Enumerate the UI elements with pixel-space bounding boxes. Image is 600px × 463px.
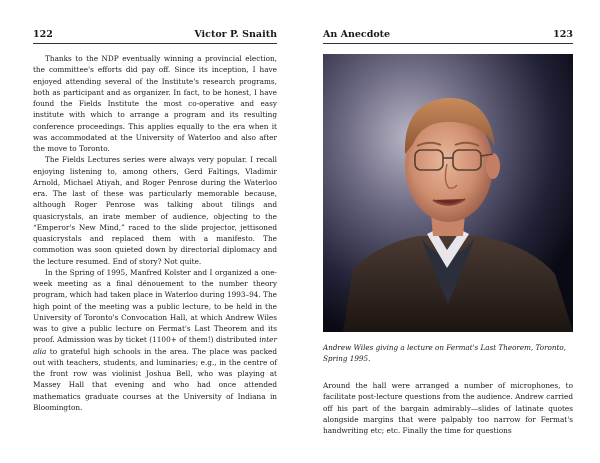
photo-caption: Andrew Wiles giving a lecture on Fermat's Last Theorem, Toronto, Spring 1995. bbox=[323, 343, 566, 363]
inter-alia-italic: inter alia bbox=[33, 335, 277, 356]
right-running-title: An Anecdote bbox=[323, 29, 391, 40]
left-running-title: Victor P. Snaith bbox=[194, 29, 277, 40]
left-running-head bbox=[33, 28, 277, 42]
lecturer-photo bbox=[323, 54, 573, 332]
right-header-rule bbox=[323, 43, 573, 44]
paragraph-2: The Fields Lectures series were always very popular. I recall enjoying listening to, among others, Gerd Faltings, Vladimir Arnold, Michael Atiyah, and Roger Penrose during the Waterloo era. The last of these was particularly memorable because, although Roger Penrose was talking about tilings and quasicrystals, an irate member of audience, objecting to the “Emperor's New Mind,” raced to the slide projector, jettisoned quasicrystals and replaced them with a manifesto. The commotion was soon quieted down by directorial diplomacy and the lecture resumed. End of story? Not quite. bbox=[33, 155, 277, 266]
left-body-text bbox=[33, 53, 277, 413]
paragraph-3-part-1: In the Spring of 1995, Manfred Kolster and I organized a one-week meeting as a final dénouement to the number theory program, which had taken place in Waterloo during 1993–94. The high point of the meeting was a public lecture, to be held in the University of Toronto's Convocation Hall, at which Andrew Wiles was to give a public lecture on Fermat's Last Theorem and its proof. Admission was by ticket (1100+ of them!) distributed bbox=[33, 267, 277, 345]
left-header-rule bbox=[33, 43, 277, 44]
paragraph-3-part-2: to grateful high schools in the area. The place was packed out with teachers, students, and luminaries; e.g., in the centre of the front row was violinist Joshua Bell, who was playing at Massey Hall that evening and who had once attended mathematics graduate courses at the University of Indiana in Bloomington. bbox=[33, 346, 277, 412]
right-page-number: 123 bbox=[553, 29, 573, 40]
right-paragraph: Around the hall were arranged a number of microphones, to facilitate post-lecture questions from the audience. Andrew carried off his part of the bargain admirably—slides of latinate quotes alongside margins that were palpably too narrow for Fermat's handwriting etc; etc. Finally the time for questions bbox=[323, 381, 573, 436]
right-page bbox=[300, 0, 600, 463]
left-page-number: 122 bbox=[33, 29, 53, 40]
right-running-head bbox=[323, 28, 573, 42]
paragraph-3 bbox=[33, 267, 277, 413]
paragraph-1: Thanks to the NDP eventually winning a provincial election, the committee's efforts did pay off. Since its inception, I have enjoyed attending several of the Institute's research programs, both as participant and as organizer. In fact, to be honest, I have found the Fields Institute the most co-operative and easy institute with which to arrange a program and its resulting conference proceedings. This applies equally to the era when it was accommodated at the University of Waterloo and also after the move to Toronto. bbox=[33, 54, 277, 153]
right-body-text bbox=[323, 380, 573, 436]
